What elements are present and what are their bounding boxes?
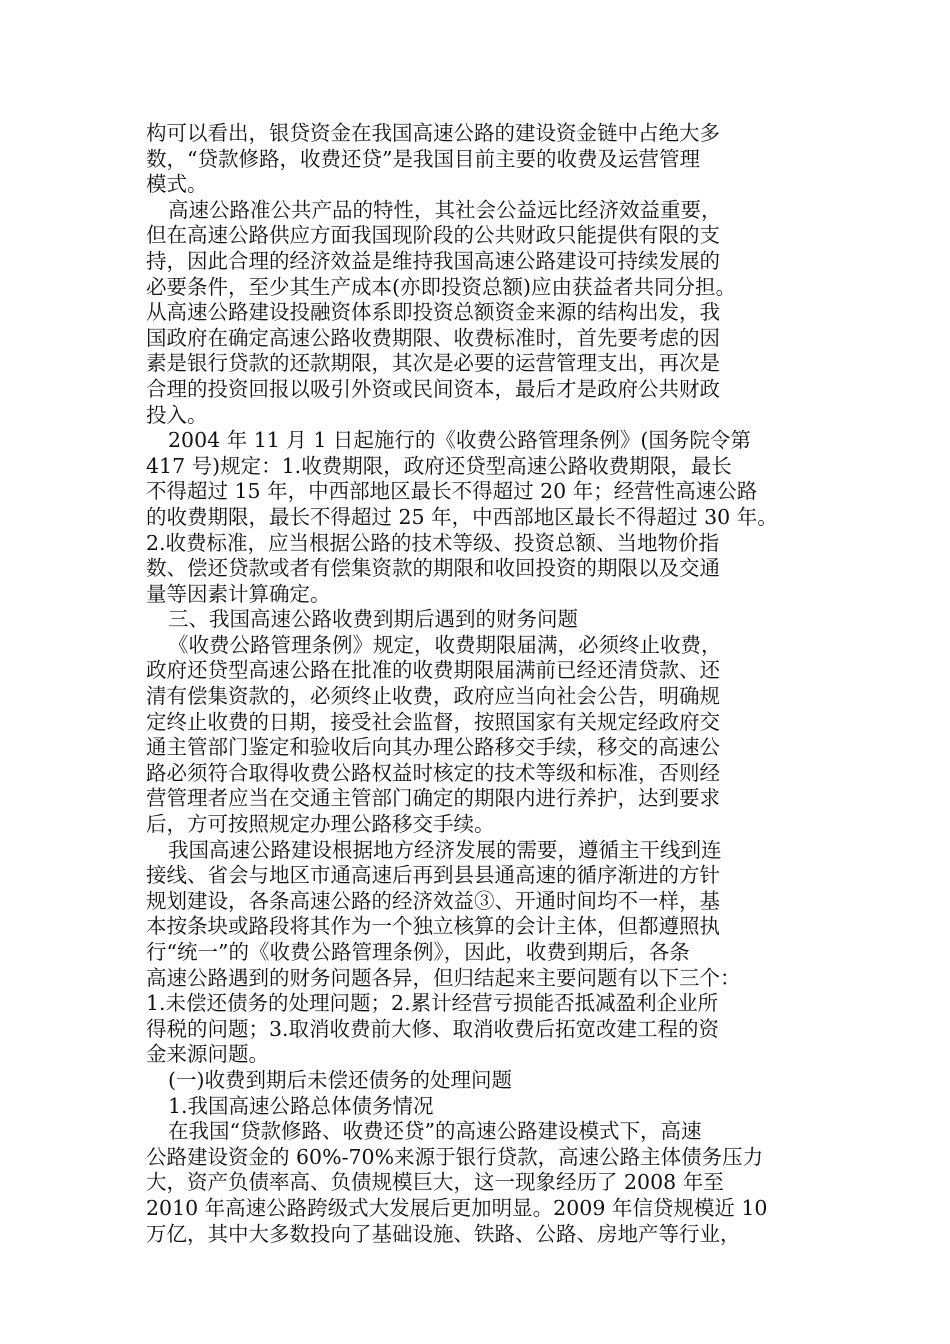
text-line: 清有偿集资款的，必须终止收费，政府应当向社会公告，明确规 — [146, 684, 720, 709]
text-line: 模式。 — [146, 172, 208, 197]
text-line: 在我国“贷款修路、收费还贷”的高速公路建设模式下，高速 — [168, 1119, 702, 1144]
text-line: 但在高速公路供应方面我国现阶段的公共财政只能提供有限的支 — [146, 223, 720, 248]
document-body — [146, 121, 806, 1247]
text-line: 政府还贷型高速公路在批准的收费期限届满前已经还清贷款、还 — [146, 658, 720, 683]
text-line: 三、我国高速公路收费到期后遇到的财务问题 — [168, 607, 578, 632]
text-line: 数、偿还贷款或者有偿集资款的期限和收回投资的期限以及交通 — [146, 556, 720, 581]
text-line: 构可以看出，银贷资金在我国高速公路的建设资金链中占绝大多 — [146, 121, 720, 145]
text-line: 1.我国高速公路总体债务情况 — [168, 1093, 434, 1118]
text-line: 合理的投资回报以吸引外资或民间资本，最后才是政府公共财政 — [146, 376, 720, 401]
text-line: 通主管部门鉴定和验收后向其办理公路移交手续，移交的高速公 — [146, 735, 720, 760]
text-line: 行“统一”的《收费公路管理条例》，因此，收费到期后，各条 — [146, 940, 690, 964]
text-line: 持，因此合理的经济效益是维持我国高速公路建设可持续发展的 — [146, 248, 720, 273]
text-line: 不得超过 15 年，中西部地区最长不得超过 20 年；经营性高速公路 — [146, 479, 758, 504]
text-line: 规划建设，各条高速公路的经济效益③、开通时间均不一样，基 — [146, 888, 720, 913]
text-line: 定终止收费的日期，接受社会监督，按照国家有关规定经政府交 — [146, 709, 720, 734]
text-line: 公路建设资金的 60%-70%来源于银行贷款，高速公路主体债务压力 — [146, 1144, 764, 1169]
text-line: 投入。 — [146, 402, 208, 427]
text-line: 接线、省会与地区市通高速后再到县县通高速的循序渐进的方针 — [146, 863, 720, 888]
text-line: 得税的问题；3.取消收费前大修、取消收费后拓宽改建工程的资 — [146, 1016, 720, 1041]
text-line: 路必须符合取得收费公路权益时核定的技术等级和标准，否则经 — [146, 760, 720, 785]
text-line: 的收费期限，最长不得超过 25 年，中西部地区最长不得超过 30 年。 — [146, 504, 778, 529]
text-line: 必要条件，至少其生产成本(亦即投资总额)应由获益者共同分担。 — [146, 274, 736, 299]
text-line: 数，“贷款修路，收费还贷”是我国目前主要的收费及运营管理 — [146, 146, 700, 171]
text-line: 后，方可按照规定办理公路移交手续。 — [146, 812, 495, 837]
text-line: 量等因素计算确定。 — [146, 581, 331, 606]
text-line: (一)收费到期后未偿还债务的处理问题 — [168, 1067, 512, 1092]
text-line: 营管理者应当在交通主管部门确定的期限内进行养护，达到要求 — [146, 786, 720, 811]
text-line: 我国高速公路建设根据地方经济发展的需要，遵循主干线到连 — [168, 837, 722, 862]
text-line: 《收费公路管理条例》规定，收费期限届满，必须终止收费， — [168, 632, 722, 657]
text-line: 万亿，其中大多数投向了基础设施、铁路、公路、房地产等行业， — [146, 1221, 741, 1246]
text-line: 本按条块或路段将其作为一个独立核算的会计主体，但都遵照执 — [146, 914, 720, 939]
text-line: 2.收费标准，应当根据公路的技术等级、投资总额、当地物价指 — [146, 530, 720, 555]
text-line: 417 号)规定：1.收费期限，政府还贷型高速公路收费期限，最长 — [146, 453, 732, 478]
text-line: 高速公路准公共产品的特性，其社会公益远比经济效益重要， — [168, 197, 722, 222]
text-line: 从高速公路建设投融资体系即投资总额资金来源的结构出发，我 — [146, 300, 720, 325]
text-line: 1.未偿还债务的处理问题；2.累计经营亏损能否抵减盈利企业所 — [146, 991, 719, 1016]
text-line: 高速公路遇到的财务问题各异，但归结起来主要问题有以下三个： — [146, 965, 741, 990]
text-line: 金来源问题。 — [146, 1042, 269, 1067]
text-line: 大，资产负债率高、负债规模巨大，这一现象经历了 2008 年至 — [146, 1170, 724, 1195]
text-line: 2004 年 11 月 1 日起施行的《收费公路管理条例》(国务院令第 — [168, 428, 751, 453]
text-line: 2010 年高速公路跨级式大发展后更加明显。2009 年信贷规模近 10 — [146, 1195, 768, 1220]
text-line: 国政府在确定高速公路收费期限、收费标准时，首先要考虑的因 — [146, 325, 720, 350]
text-line: 素是银行贷款的还款期限，其次是必要的运营管理支出，再次是 — [146, 351, 720, 376]
